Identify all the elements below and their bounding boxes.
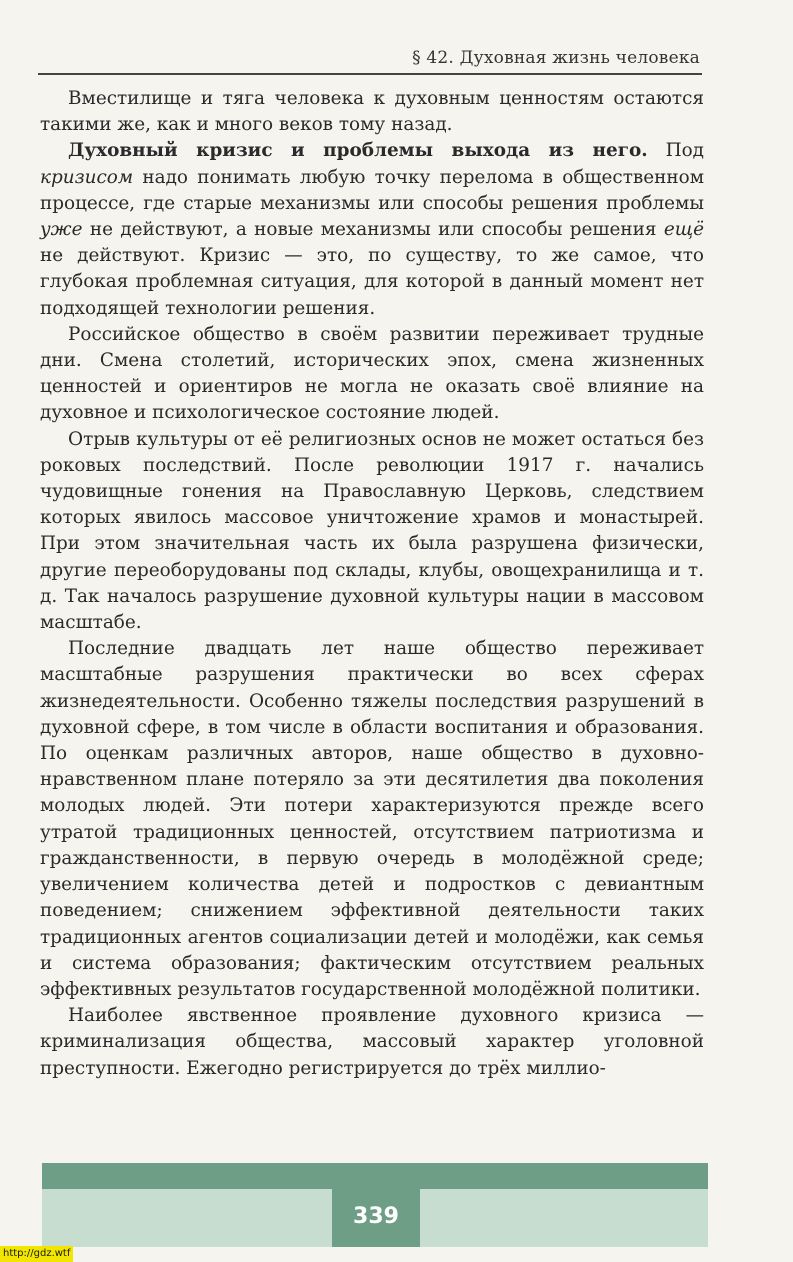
paragraph-2-text-3: не действуют, а новые механизмы или способы решения [82, 219, 664, 241]
paragraph-2-text-4: не действуют. Кризис — это, по существу, то же самое, что глубокая проблемная ситуация, для которой в данный момент нет подходящей технологии решения. [40, 245, 704, 319]
source-watermark[interactable]: http://gdz.wtf [0, 1246, 73, 1262]
paragraph-5: Последние двадцать лет наше общество переживает масштабные разрушения практически во всех сферах жизнедеятельности. Особенно тяжелы последствия разрушений в духовной сфере, в том числе в области воспитания и образования. По оценкам различных авторов, наше общество в духовно-нравственном плане потеряло за эти десятилетия два поколения молодых людей. Эти потери характеризуются прежде всего утратой традиционных ценностей, отсутствием патриотизма и гражданственности, в первую очередь в молодёжной среде; увеличением количества детей и подростков с девиантным поведением; снижением эффективной деятельности таких традиционных агентов социализации детей и молодёжи, как семья и система образования; фактическим отсутствием реальных эффективных результатов государственной молодёжной политики. [40, 638, 704, 1000]
paragraph-1: Вместилище и тяга человека к духовным ценностям остаются такими же, как и много веков тому назад. [40, 88, 704, 136]
paragraph-4: Отрыв культуры от её религиозных основ не может остаться без роковых последствий. После революции 1917 г. начались чудовищные гонения на Православную Церковь, следствием которых явилось массовое уничтожение храмов и монастырей. При этом значительная часть их была разрушена физически, другие переоборудованы под склады, клубы, овощехранилища и т. д. Так началось разрушение духовной культуры нации в массовом масштабе. [40, 428, 704, 634]
page-number: 339 [353, 1204, 399, 1229]
paragraph-2-text-1: Под [647, 140, 705, 162]
footer-panel-left [42, 1189, 332, 1247]
footer-band [42, 1163, 708, 1189]
paragraph-2-text-2: надо понимать любую точку перелома в общественном процессе, где старые механизмы или способы решения проблемы [40, 166, 704, 214]
paragraph-2 [40, 138, 704, 321]
section-heading: Духовный кризис и проблемы выхода из него. [68, 140, 648, 162]
emphasis-already: уже [40, 219, 83, 241]
paragraph-3: Российское общество в своём развитии переживает трудные дни. Смена столетий, исторических эпох, смена жизненных ценностей и ориентиров не могла не оказать своё влияние на духовное и психологическое состояние людей. [40, 323, 704, 424]
header-rule [38, 73, 702, 75]
paragraph-6: Наиболее явственное проявление духовного кризиса — криминализация общества, массовый характер уголовной преступности. Ежегодно регистрируется до трёх миллио- [40, 1005, 704, 1079]
term-crisis: кризисом [40, 166, 134, 188]
footer-panel-right [420, 1189, 708, 1247]
emphasis-yet: ещё [663, 219, 704, 241]
body-text [40, 86, 704, 1082]
running-head: § 42. Духовная жизнь человека [412, 48, 700, 68]
